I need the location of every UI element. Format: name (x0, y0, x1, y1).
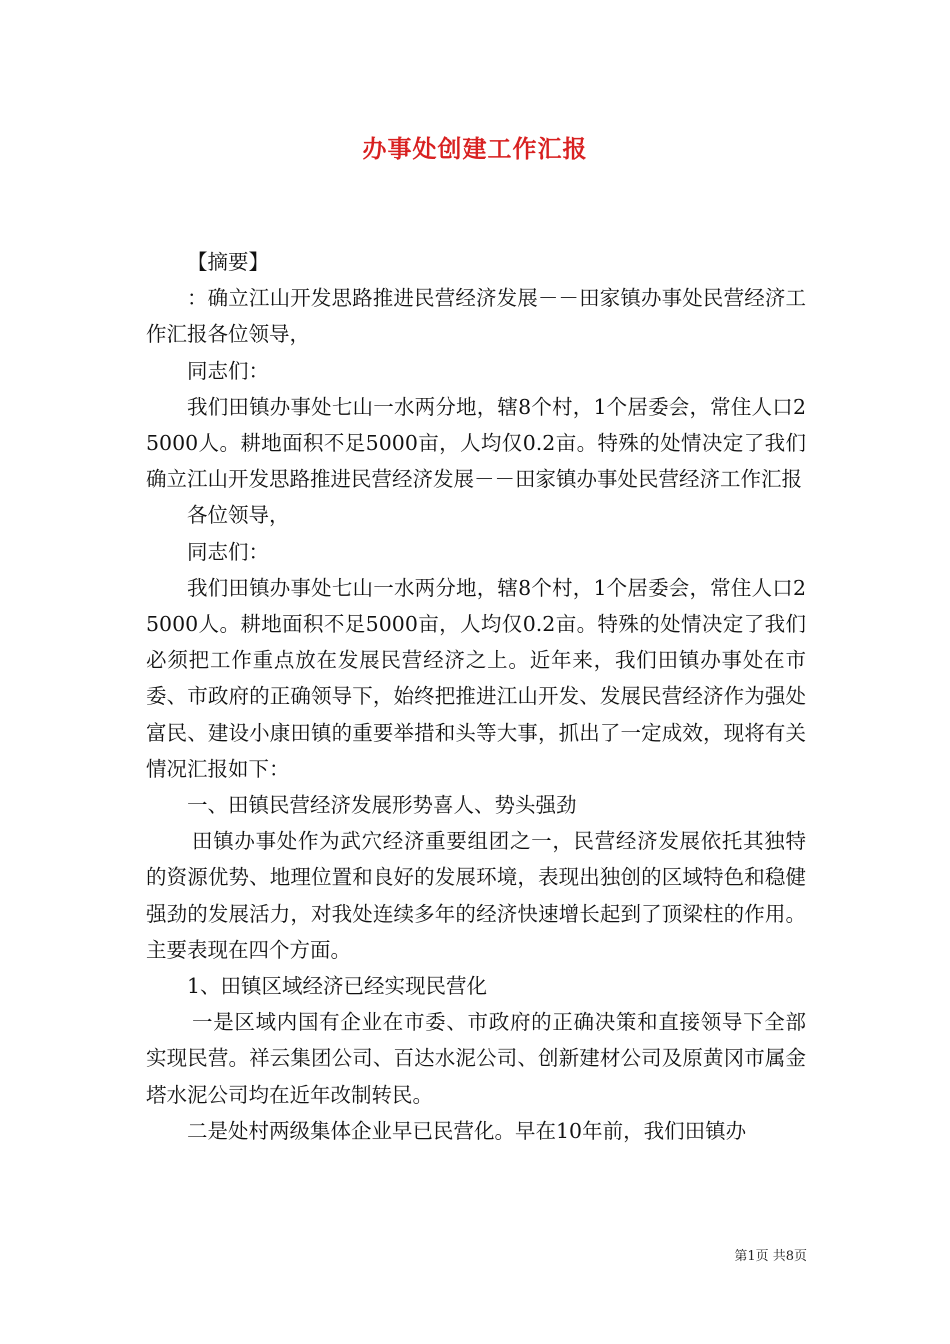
paragraph-point-1: 一是区域内国有企业在市委、市政府的正确决策和直接领导下全部实现民营。祥云集团公司、百达水泥公司、创新建材公司及原黄冈市属金塔水泥公司均在近年改制转民。 (146, 1010, 806, 1107)
paragraph-point-2: 二是处村两级集体企业早已民营化。早在10年前，我们田镇办 (187, 1118, 747, 1143)
subsection-heading-1: 1、田镇区域经济已经实现民营化 (187, 974, 488, 999)
document-body (146, 244, 806, 1149)
page-number-footer: 第1页 共8页 (734, 1249, 807, 1264)
section-heading-1: 一、田镇民营经济发展形势喜人、势头强劲 (187, 793, 577, 818)
document-title: 办事处创建工作汇报 (362, 134, 588, 163)
paragraph-section-1: 田镇办事处作为武穴经济重要组团之一，民营经济发展依托其独特的资源优势、地理位置和良好的发展环境，表现出独创的区域特色和稳健强劲的发展活力，对我处连续多年的经济快速增长起到了顶梁柱的作用。主要表现在四个方面。 (146, 829, 806, 962)
paragraph-salutation-comrades: 同志们： (187, 539, 269, 564)
paragraph-salutation: 同志们： (187, 358, 269, 383)
paragraph-abstract-label: 【摘要】 (187, 250, 269, 274)
paragraph-intro: 我们田镇办事处七山一水两分地，辖8个村，1个居委会，常住人口25000人。耕地面积不足5000亩，人均仅0.2亩。特殊的处情决定了我们确立江山开发思路推进民营经济发展－－田家镇办事处民营经济工作汇报 (146, 394, 806, 492)
paragraph-overview: 我们田镇办事处七山一水两分地，辖8个村，1个居委会，常住人口25000人。耕地面积不足5000亩，人均仅0.2亩。特殊的处情决定了我们必须把工作重点放在发展民营经济之上。近年来，我们田镇办事处在市委、市政府的正确领导下，始终把推进江山开发、发展民营经济作为强处富民、建设小康田镇的重要举措和头等大事，抓出了一定成效，现将有关情况汇报如下： (146, 575, 806, 781)
paragraph-salutation-leaders: 各位领导， (187, 503, 290, 528)
paragraph-abstract: ：确立江山开发思路推进民营经济发展－－田家镇办事处民营经济工作汇报各位领导， (146, 286, 806, 347)
